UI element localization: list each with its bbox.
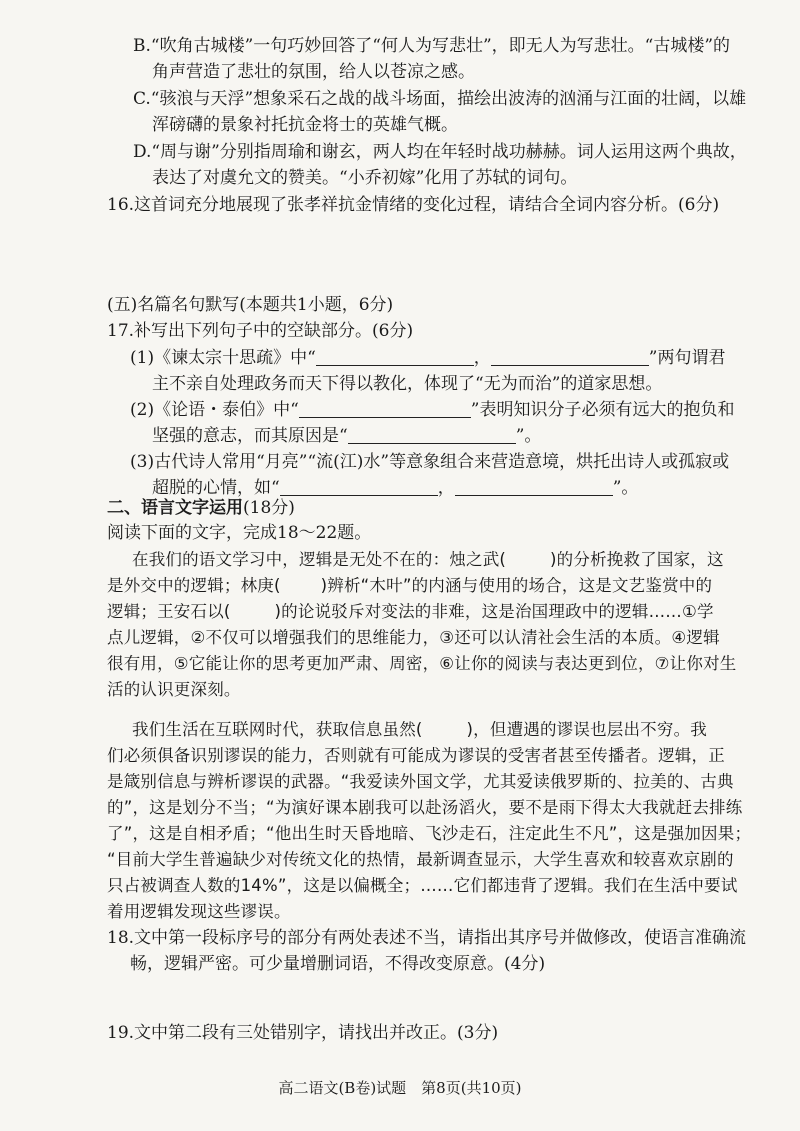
section-5-title: (五)名篇名句默写(本题共1小题，6分) — [107, 295, 394, 315]
passage-p1-line2 — [107, 574, 712, 598]
item1-comma: ， — [473, 348, 491, 368]
item2-blank-b[interactable] — [348, 425, 516, 444]
option-d-line2: 表达了对虞允文的赞美。“小乔初嫁”化用了苏轼的词句。 — [152, 168, 578, 188]
page-footer: 高二语文(B卷)试题 第8页(共10页) — [278, 1079, 522, 1097]
item3-blank-a[interactable] — [280, 477, 438, 496]
option-b-line2: 角声营造了悲壮的氛围，给人以苍凉之感。 — [152, 62, 475, 82]
question-17-item2-line2 — [152, 424, 541, 448]
question-18-line1: 18.文中第一段标序号的部分有两处表述不当，请指出其序号并做修改，使语言准确流 — [107, 928, 747, 948]
p1-text-a: 在我们的语文学习中，逻辑是无处不在的：烛之武( — [132, 550, 507, 569]
passage-p1-line3 — [107, 600, 714, 624]
p2-text-a: 我们生活在互联网时代，获取信息虽然( — [132, 720, 423, 739]
question-16: 16.这首词充分地展现了张孝祥抗金情绪的变化过程，请结合全词内容分析。(6分) — [107, 195, 720, 215]
passage-p2-line1 — [132, 718, 707, 742]
p1-text-b: )的分析挽救了国家，这 — [550, 550, 724, 569]
item2-line2-prefix: 坚强的意志，而其原因是“ — [152, 426, 348, 446]
item1-blank-a[interactable] — [316, 347, 474, 366]
passage-p2-line8: 着用逻辑发现这些谬误。 — [107, 902, 291, 921]
item2-blank-a[interactable] — [299, 399, 471, 418]
item3-suffix: ”。 — [612, 478, 639, 498]
option-d-line1: D.“周与谢”分别指周瑜和谢玄，两人均在年轻时战功赫赫。词人运用这两个典故， — [133, 142, 747, 162]
passage-p2-line6: “目前大学生普遍缺少对传统文化的热情，最新调查显示，大学生喜欢和较喜欢京剧的 — [107, 850, 734, 869]
passage-p2-line7: 只占被调查人数的14%”，这是以偏概全；……它们都违背了逻辑。我们在生活中要试 — [107, 876, 738, 895]
question-17-item1-line2: 主不亲自处理政务而天下得以教化，体现了“无为而治”的道家思想。 — [152, 374, 663, 394]
passage-p1-line4: 点儿逻辑，②不仅可以增强我们的思维能力，③还可以认清社会生活的本质。④逻辑 — [107, 628, 720, 647]
item2-prefix: (2)《论语・泰伯》中“ — [130, 400, 299, 420]
question-17-item1 — [130, 346, 725, 370]
question-17-item3: (3)古代诗人常用“月亮”“流(江)水”等意象组合来营造意境，烘托出诗人或孤寂或 — [130, 452, 730, 472]
p1-text-c: 是外交中的逻辑；林庚( — [107, 576, 281, 595]
p1-text-e: 逻辑；王安石以( — [107, 602, 231, 621]
question-18-line2: 畅，逻辑严密。可少量增删词语，不得改变原意。(4分) — [130, 954, 546, 974]
passage-p2-line4: 的”，这是划分不当；“为演好课本剧我可以赴汤滔火，要不是雨下得太大我就赶去排练 — [107, 798, 743, 817]
passage-p2-line3: 是箴别信息与辨析谬误的武器。“我爱读外国文学，尤其爱读俄罗斯的、拉美的、古典 — [107, 772, 734, 791]
passage-p1-line1 — [132, 548, 724, 572]
question-17-stem: 17.补写出下列句子中的空缺部分。(6分) — [107, 321, 414, 341]
part-2-heading — [107, 496, 295, 520]
item1-prefix: (1)《谏太宗十思疏》中“ — [130, 348, 316, 368]
item2-line2-suffix: ”。 — [515, 426, 542, 446]
p1-text-f: )的论说驳斥对变法的非难，这是治国理政中的逻辑……①学 — [274, 602, 714, 621]
p2-text-b: )，但遭遇的谬误也层出不穷。我 — [466, 720, 707, 739]
passage-p2-line2: 们必须俱备识别谬误的能力，否则就有可能成为谬误的受害者甚至传播者。逻辑，正 — [107, 746, 725, 765]
item1-blank-b[interactable] — [491, 347, 649, 366]
item3-prefix: 超脱的心情，如“ — [152, 478, 280, 498]
item3-comma: ， — [437, 478, 455, 498]
passage-p1-line6: 活的认识更深刻。 — [107, 680, 241, 699]
item1-suffix: ”两句谓君 — [648, 348, 726, 368]
item3-blank-b[interactable] — [455, 477, 613, 496]
question-19: 19.文中第二段有三处错别字，请找出并改正。(3分) — [107, 1023, 499, 1043]
part-2-score: (18分) — [243, 498, 295, 518]
passage-p1-line5: 很有用，⑤它能让你的思考更加严肃、周密，⑥让你的阅读与表达更到位，⑦让你对生 — [107, 654, 737, 673]
option-c-line2: 浑磅礴的景象衬托抗金将士的英雄气概。 — [152, 115, 458, 135]
part-2-title: 二、语言文字运用 — [107, 498, 243, 518]
option-c-line1: C.“骇浪与天浮”想象采石之战的战斗场面，描绘出波涛的汹涌与江面的壮阔，以雄 — [133, 89, 747, 109]
p1-text-d: )辨析“木叶”的内涵与使用的场合，这是文艺鉴赏中的 — [320, 576, 713, 595]
passage-p2-line5: 了”，这是自相矛盾；“他出生时天昏地暗、飞沙走石，注定此生不凡”，这是强加因果； — [107, 824, 752, 843]
item2-suffix: ”表明知识分子必须有远大的抱负和 — [470, 400, 735, 420]
option-b-line1: B.“吹角古城楼”一句巧妙回答了“何人为写悲壮”，即无人为写悲壮。“古城楼”的 — [133, 36, 731, 56]
part-2-instruction: 阅读下面的文字，完成18～22题。 — [107, 523, 372, 543]
question-17-item2 — [130, 398, 734, 422]
